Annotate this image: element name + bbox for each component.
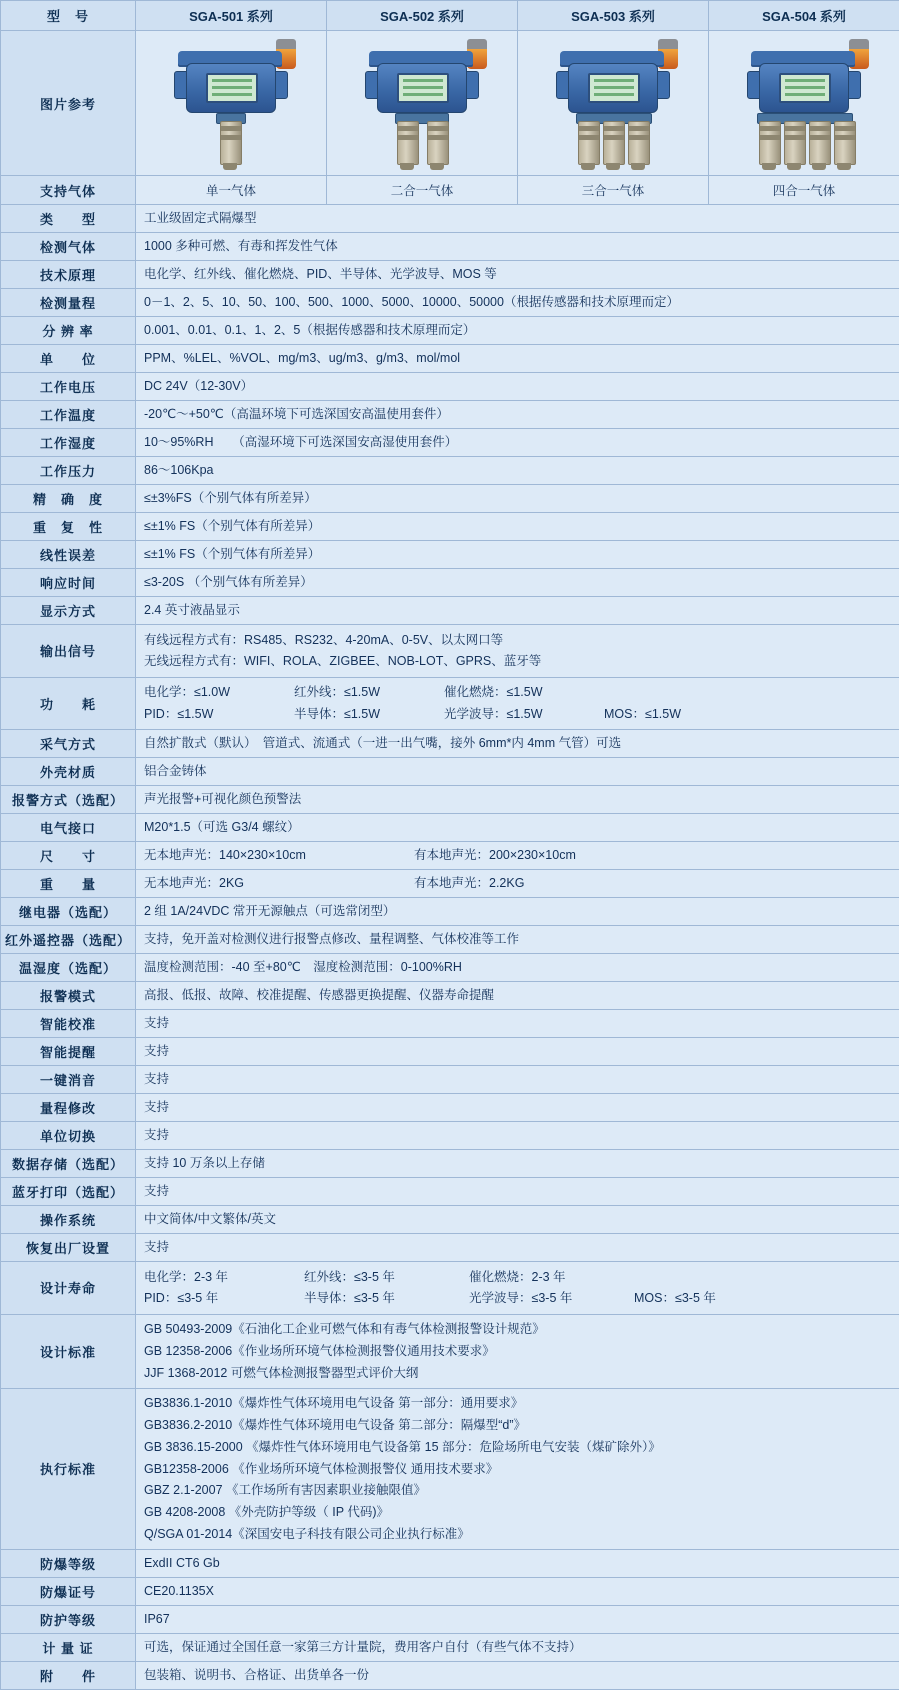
table-row-principle	[1, 261, 899, 289]
row-value: 支持	[136, 1234, 899, 1262]
row-value: 铝合金铸体	[136, 758, 899, 786]
exec-standard-line: GBZ 2.1-2007 《工作场所有害因素职业接触限值》	[144, 1480, 891, 1502]
row-label: 红外遥控器（选配）	[1, 926, 136, 954]
row-value: PPM、%LEL、%VOL、mg/m3、ug/m3、g/m3、mol/mol	[136, 345, 899, 373]
row-label: 智能校准	[1, 1010, 136, 1038]
row-label: 线性误差	[1, 541, 136, 569]
row-label: 类 型	[1, 205, 136, 233]
product-image-2	[327, 31, 518, 176]
table-row-detect-gas	[1, 233, 899, 261]
design-life-line-1	[144, 1266, 891, 1288]
table-row-type	[1, 205, 899, 233]
life-item: 电化学：2-3 年	[144, 1268, 304, 1287]
table-row-temperature	[1, 401, 899, 429]
table-row-relay	[1, 898, 899, 926]
design-life-value	[136, 1262, 899, 1315]
weight-value	[136, 870, 899, 898]
table-row-unit-switch	[1, 1122, 899, 1150]
row-value: DC 24V（12-30V）	[136, 373, 899, 401]
row-value: 电化学、红外线、催化燃烧、PID、半导体、光学波导、MOS 等	[136, 261, 899, 289]
row-label: 附 件	[1, 1662, 136, 1690]
power-item: 电化学：≤1.0W	[144, 683, 294, 702]
row-label: 工作压力	[1, 457, 136, 485]
table-row-temp-humidity-option	[1, 954, 899, 982]
device-illustration-2	[347, 33, 497, 173]
table-row-design-standard	[1, 1314, 899, 1388]
row-label: 精 确 度	[1, 485, 136, 513]
weight-label: 重 量	[1, 870, 136, 898]
device-illustration-3	[538, 33, 688, 173]
row-value: 支持	[136, 1066, 899, 1094]
weight-col-2: 有本地声光：2.2KG	[414, 874, 524, 893]
product-image-1	[136, 31, 327, 176]
table-row-model-header	[1, 1, 899, 31]
row-label: 继电器（选配）	[1, 898, 136, 926]
row-label: 防爆等级	[1, 1550, 136, 1578]
product-image-3	[518, 31, 709, 176]
exec-standard-label: 执行标准	[1, 1388, 136, 1549]
row-value: 支持	[136, 1178, 899, 1206]
life-item: 光学波导：≤3-5 年	[469, 1289, 634, 1308]
row-value: 包装箱、说明书、合格证、出货单各一份	[136, 1662, 899, 1690]
output-signal-line-1: 有线远程方式有：RS485、RS232、4-20mA、0-5V、以太网口等	[144, 629, 891, 651]
table-row-dimension	[1, 842, 899, 870]
row-label: 量程修改	[1, 1094, 136, 1122]
life-item: PID：≤3-5 年	[144, 1289, 304, 1308]
row-value: -20℃～+50℃（高温环境下可选深国安高温使用套件）	[136, 401, 899, 429]
exec-standard-line: Q/SGA 01-2014《深国安电子科技有限公司企业执行标准》	[144, 1523, 891, 1545]
model-col-4: SGA-504 系列	[709, 1, 899, 31]
output-signal-value	[136, 625, 899, 678]
dimension-label: 尺 寸	[1, 842, 136, 870]
row-label: 恢复出厂设置	[1, 1234, 136, 1262]
row-label: 操作系统	[1, 1206, 136, 1234]
weight-col-1: 无本地声光：2KG	[144, 874, 414, 893]
gas-support-1: 单一气体	[136, 176, 327, 205]
table-row-alarm-method	[1, 786, 899, 814]
exec-standard-value	[136, 1388, 899, 1549]
row-label: 重 复 性	[1, 513, 136, 541]
table-row-factory-reset	[1, 1234, 899, 1262]
table-row-smart-calibration	[1, 1010, 899, 1038]
power-label: 功 耗	[1, 677, 136, 730]
table-row-output-signal	[1, 625, 899, 678]
row-value: 自然扩散式（默认） 管道式、流通式（一进一出气嘴，接外 6mm*内 4mm 气管）可选	[136, 730, 899, 758]
row-value: 温度检测范围：-40 至+80℃ 湿度检测范围：0-100%RH	[136, 954, 899, 982]
table-row-sampling	[1, 730, 899, 758]
design-life-label: 设计寿命	[1, 1262, 136, 1315]
table-row-unit	[1, 345, 899, 373]
table-row-alarm-mode	[1, 982, 899, 1010]
table-row-design-life	[1, 1262, 899, 1315]
row-value: 支持	[136, 1010, 899, 1038]
row-label: 分 辨 率	[1, 317, 136, 345]
row-label: 采气方式	[1, 730, 136, 758]
table-row-protection-grade	[1, 1606, 899, 1634]
life-item: 催化燃烧：2-3 年	[469, 1268, 634, 1287]
row-value: ≤±1% FS（个别气体有所差异）	[136, 541, 899, 569]
row-label: 工作温度	[1, 401, 136, 429]
row-label: 温湿度（选配）	[1, 954, 136, 982]
power-item: 光学波导：≤1.5W	[444, 705, 604, 724]
table-row-response-time	[1, 569, 899, 597]
gas-support-3: 三合一气体	[518, 176, 709, 205]
exec-standard-line: GB3836.1-2010《爆炸性气体环境用电气设备 第一部分：通用要求》	[144, 1393, 891, 1415]
image-reference-label: 图片参考	[1, 31, 136, 176]
row-label: 工作湿度	[1, 429, 136, 457]
row-value: ≤±3%FS（个别气体有所差异）	[136, 485, 899, 513]
exec-standard-line: GB3836.2-2010《爆炸性气体环境用电气设备 第二部分：隔爆型“d”》	[144, 1415, 891, 1437]
table-row-exec-standard	[1, 1388, 899, 1549]
life-item: MOS：≤3-5 年	[634, 1289, 754, 1308]
power-line-1	[144, 682, 891, 704]
power-item: PID：≤1.5W	[144, 705, 294, 724]
product-image-4	[709, 31, 899, 176]
spec-table-body	[1, 1, 899, 1690]
table-row-ir-remote	[1, 926, 899, 954]
table-row-pressure	[1, 457, 899, 485]
table-row-humidity	[1, 429, 899, 457]
table-row-electrical-interface	[1, 814, 899, 842]
row-value: 支持 10 万条以上存储	[136, 1150, 899, 1178]
model-col-1: SGA-501 系列	[136, 1, 327, 31]
gas-support-4: 四合一气体	[709, 176, 899, 205]
table-row-power	[1, 677, 899, 730]
table-row-bluetooth-print	[1, 1178, 899, 1206]
row-value: 支持	[136, 1038, 899, 1066]
table-row-repeatability	[1, 513, 899, 541]
table-row-resolution	[1, 317, 899, 345]
table-row-range	[1, 289, 899, 317]
row-value: CE20.1135X	[136, 1578, 899, 1606]
output-signal-line-2: 无线远程方式有：WIFI、ROLA、ZIGBEE、NOB-LOT、GPRS、蓝牙等	[144, 651, 891, 673]
gas-support-label: 支持气体	[1, 176, 136, 205]
row-label: 技术原理	[1, 261, 136, 289]
row-label: 外壳材质	[1, 758, 136, 786]
row-label: 蓝牙打印（选配）	[1, 1178, 136, 1206]
row-label: 电气接口	[1, 814, 136, 842]
exec-standard-line: GB12358-2006 《作业场所环境气体检测报警仪 通用技术要求》	[144, 1458, 891, 1480]
gas-support-2: 二合一气体	[327, 176, 518, 205]
row-value: ExdII CT6 Gb	[136, 1550, 899, 1578]
table-row-display	[1, 597, 899, 625]
power-value	[136, 677, 899, 730]
power-item: 半导体：≤1.5W	[294, 705, 444, 724]
row-value: 1000 多种可燃、有毒和挥发性气体	[136, 233, 899, 261]
row-value: 10～95%RH （高湿环境下可选深国安高湿使用套件）	[136, 429, 899, 457]
power-item: 催化燃烧：≤1.5W	[444, 683, 604, 702]
design-standard-line: GB 50493-2009《石油化工企业可燃气体和有毒气体检测报警设计规范》	[144, 1319, 891, 1341]
table-row-accessories	[1, 1662, 899, 1690]
row-label: 计 量 证	[1, 1634, 136, 1662]
design-standard-value	[136, 1314, 899, 1388]
dimension-col-2: 有本地声光：200×230×10cm	[414, 846, 576, 865]
row-value: ≤3-20S （个别气体有所差异）	[136, 569, 899, 597]
design-standard-label: 设计标准	[1, 1314, 136, 1388]
row-label: 报警方式（选配）	[1, 786, 136, 814]
row-label: 报警模式	[1, 982, 136, 1010]
life-item: 半导体：≤3-5 年	[304, 1289, 469, 1308]
device-illustration-1	[156, 33, 306, 173]
table-row-weight	[1, 870, 899, 898]
table-row-explosion-grade	[1, 1550, 899, 1578]
row-label: 显示方式	[1, 597, 136, 625]
row-value: 2.4 英寸液晶显示	[136, 597, 899, 625]
life-item: 红外线：≤3-5 年	[304, 1268, 469, 1287]
row-value: 0－1、2、5、10、50、100、500、1000、5000、10000、50000（根据传感器和技术原理而定）	[136, 289, 899, 317]
row-label: 智能提醒	[1, 1038, 136, 1066]
power-line-2	[144, 703, 891, 725]
power-item: 红外线：≤1.5W	[294, 683, 444, 702]
row-value: M20*1.5（可选 G3/4 螺纹）	[136, 814, 899, 842]
device-illustration-4	[729, 33, 879, 173]
dimension-col-1: 无本地声光：140×230×10cm	[144, 846, 414, 865]
row-value: 高报、低报、故障、校准提醒、传感器更换提醒、仪器寿命提醒	[136, 982, 899, 1010]
table-row-range-modify	[1, 1094, 899, 1122]
design-life-line-2	[144, 1288, 891, 1310]
model-label: 型 号	[1, 1, 136, 31]
table-row-image-reference	[1, 31, 899, 176]
row-label: 响应时间	[1, 569, 136, 597]
row-value: 86～106Kpa	[136, 457, 899, 485]
design-standard-line: JJF 1368-2012 可燃气体检测报警器型式评价大纲	[144, 1362, 891, 1384]
table-row-linearity	[1, 541, 899, 569]
output-signal-label: 输出信号	[1, 625, 136, 678]
row-value: 支持	[136, 1094, 899, 1122]
dimension-value	[136, 842, 899, 870]
table-row-data-storage	[1, 1150, 899, 1178]
table-row-voltage	[1, 373, 899, 401]
row-value: 中文简体/中文繁体/英文	[136, 1206, 899, 1234]
table-row-accuracy	[1, 485, 899, 513]
table-row-gas-support	[1, 176, 899, 205]
exec-standard-line: GB 4208-2008 《外壳防护等级（ IP 代码)》	[144, 1502, 891, 1524]
row-label: 检测量程	[1, 289, 136, 317]
row-value: 可选，保证通过全国任意一家第三方计量院，费用客户自付（有些气体不支持）	[136, 1634, 899, 1662]
row-label: 单 位	[1, 345, 136, 373]
exec-standard-line: GB 3836.15-2000 《爆炸性气体环境用电气设备第 15 部分：危险场所电气安装（煤矿除外）》	[144, 1436, 891, 1458]
table-row-smart-reminder	[1, 1038, 899, 1066]
row-label: 单位切换	[1, 1122, 136, 1150]
table-row-metrology-cert	[1, 1634, 899, 1662]
row-label: 检测气体	[1, 233, 136, 261]
row-value: 工业级固定式隔爆型	[136, 205, 899, 233]
table-row-shell-material	[1, 758, 899, 786]
design-standard-line: GB 12358-2006《作业场所环境气体检测报警仪通用技术要求》	[144, 1340, 891, 1362]
row-label: 数据存储（选配）	[1, 1150, 136, 1178]
row-value: 0.001、0.01、0.1、1、2、5（根据传感器和技术原理而定）	[136, 317, 899, 345]
row-value: 2 组 1A/24VDC 常开无源触点（可选常闭型）	[136, 898, 899, 926]
row-label: 工作电压	[1, 373, 136, 401]
row-value: ≤±1% FS（个别气体有所差异）	[136, 513, 899, 541]
table-row-one-key-mute	[1, 1066, 899, 1094]
row-value: 支持	[136, 1122, 899, 1150]
power-item: MOS：≤1.5W	[604, 705, 734, 724]
row-value: 支持，免开盖对检测仪进行报警点修改、量程调整、气体校准等工作	[136, 926, 899, 954]
row-value: IP67	[136, 1606, 899, 1634]
table-row-operating-system	[1, 1206, 899, 1234]
row-label: 防护等级	[1, 1606, 136, 1634]
model-col-3: SGA-503 系列	[518, 1, 709, 31]
model-col-2: SGA-502 系列	[327, 1, 518, 31]
row-label: 防爆证号	[1, 1578, 136, 1606]
row-value: 声光报警+可视化颜色预警法	[136, 786, 899, 814]
table-row-explosion-cert	[1, 1578, 899, 1606]
row-label: 一键消音	[1, 1066, 136, 1094]
